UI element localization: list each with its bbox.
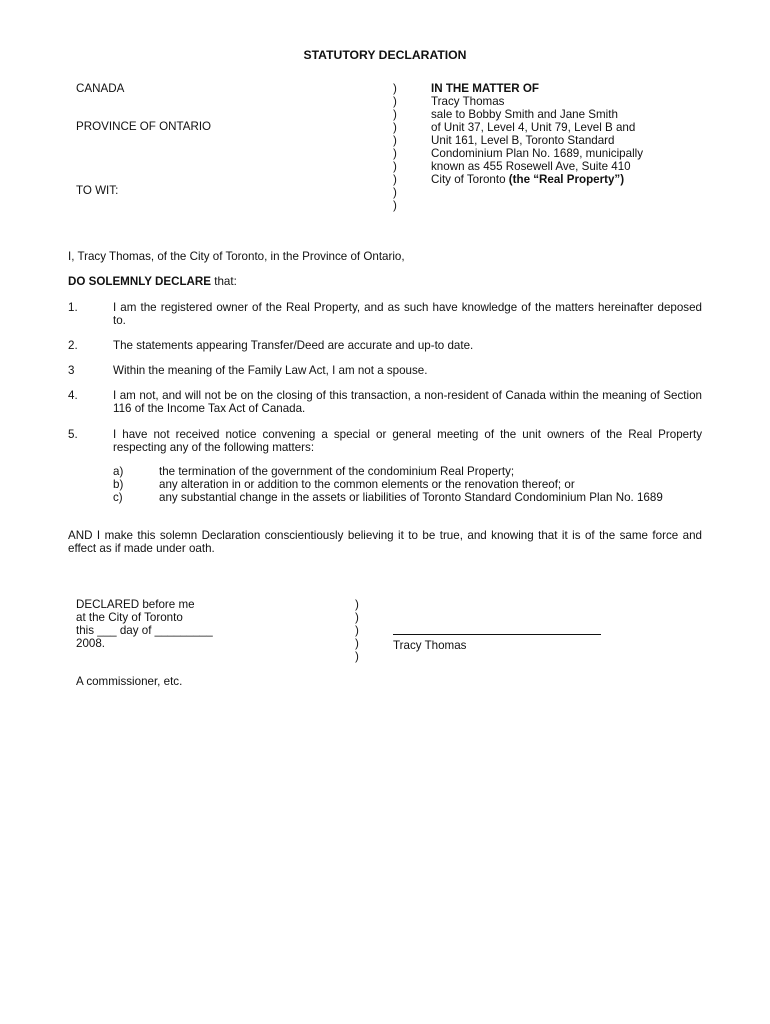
declare-bold: DO SOLEMNLY DECLARE <box>68 275 212 288</box>
bracket: ) <box>393 95 397 108</box>
document-title: STATUTORY DECLARATION <box>303 48 467 62</box>
commissioner-label: A commissioner, etc. <box>76 675 183 688</box>
header-bracket-column <box>393 82 405 212</box>
bracket: ) <box>393 199 397 212</box>
bracket: ) <box>393 134 397 147</box>
declarant-intro: I, Tracy Thomas, of the City of Toronto, in the Province of Ontario, <box>68 250 405 263</box>
bracket: ) <box>355 624 359 637</box>
declared-line: at the City of Toronto <box>76 611 183 624</box>
item-text: I am the registered owner of the Real Property, and as such have knowledge of the matters hereinafter deposed to. <box>113 301 702 327</box>
bracket: ) <box>393 108 397 121</box>
bracket: ) <box>393 173 397 186</box>
bracket: ) <box>393 82 397 95</box>
item-text: The statements appearing Transfer/Deed are accurate and up-to date. <box>113 339 474 352</box>
bracket: ) <box>393 121 397 134</box>
matter-heading: IN THE MATTER OF <box>431 82 539 95</box>
bracket: ) <box>355 637 359 650</box>
sub-item-label: a) <box>113 465 124 478</box>
sub-item-text: any substantial change in the assets or liabilities of Toronto Standard Condominium Plan No. 1689 <box>159 491 663 504</box>
declare-rest: that: <box>211 275 237 288</box>
matter-line: sale to Bobby Smith and Jane Smith <box>431 108 618 121</box>
bracket: ) <box>355 598 359 611</box>
bracket: ) <box>393 186 397 199</box>
matter-line: Condominium Plan No. 1689, municipally <box>431 147 644 160</box>
item-number: 1. <box>68 301 78 314</box>
sub-item-text: the termination of the government of the condominium Real Property; <box>159 465 515 478</box>
declared-line: DECLARED before me <box>76 598 195 611</box>
bracket: ) <box>393 147 397 160</box>
signature-line <box>393 634 601 635</box>
item-text: I am not, and will not be on the closing of this transaction, a non-resident of Canada within the meaning of Section 116 of the Income Tax Act of Canada. <box>113 389 702 415</box>
matter-line-last <box>431 173 643 186</box>
declared-date-line: this ___ day of _________ <box>76 624 213 637</box>
matter-line: known as 455 Rosewell Ave, Suite 410 <box>431 160 631 173</box>
item-text: Within the meaning of the Family Law Act, I am not a spouse. <box>113 364 428 377</box>
bracket: ) <box>355 650 359 663</box>
real-property-definition: (the “Real Property”) <box>508 173 625 186</box>
sub-item-label: c) <box>113 491 123 504</box>
bracket: ) <box>393 160 397 173</box>
item-number: 5. <box>68 428 78 441</box>
declared-year: 2008. <box>76 637 106 650</box>
sub-item-label: b) <box>113 478 124 491</box>
matter-block <box>431 82 643 186</box>
closing-statement: AND I make this solemn Declaration conscientiously believing it to be true, and knowing that it is of the same force and effect as if made under oath. <box>68 529 702 555</box>
signer-name: Tracy Thomas <box>393 639 467 652</box>
sub-item-text: any alteration in or addition to the common elements or the renovation thereof; or <box>159 478 575 491</box>
jurisdiction-canada: CANADA <box>76 82 125 95</box>
to-wit-label: TO WIT: <box>76 184 119 197</box>
matter-line: Unit 161, Level B, Toronto Standard <box>431 134 615 147</box>
bracket: ) <box>355 611 359 624</box>
item-number: 4. <box>68 389 78 402</box>
item-text: I have not received notice convening a special or general meeting of the unit owners of the Real Property respecting any of the following matters: <box>113 428 702 454</box>
solemnly-declare <box>68 275 237 288</box>
item-number: 2. <box>68 339 78 352</box>
signature-bracket-column <box>355 598 367 663</box>
matter-line-prefix: City of Toronto <box>431 173 509 186</box>
item-number: 3 <box>68 364 75 377</box>
matter-line: Tracy Thomas <box>431 95 505 108</box>
jurisdiction-province: PROVINCE OF ONTARIO <box>76 120 212 133</box>
matter-line: of Unit 37, Level 4, Unit 79, Level B and <box>431 121 636 134</box>
